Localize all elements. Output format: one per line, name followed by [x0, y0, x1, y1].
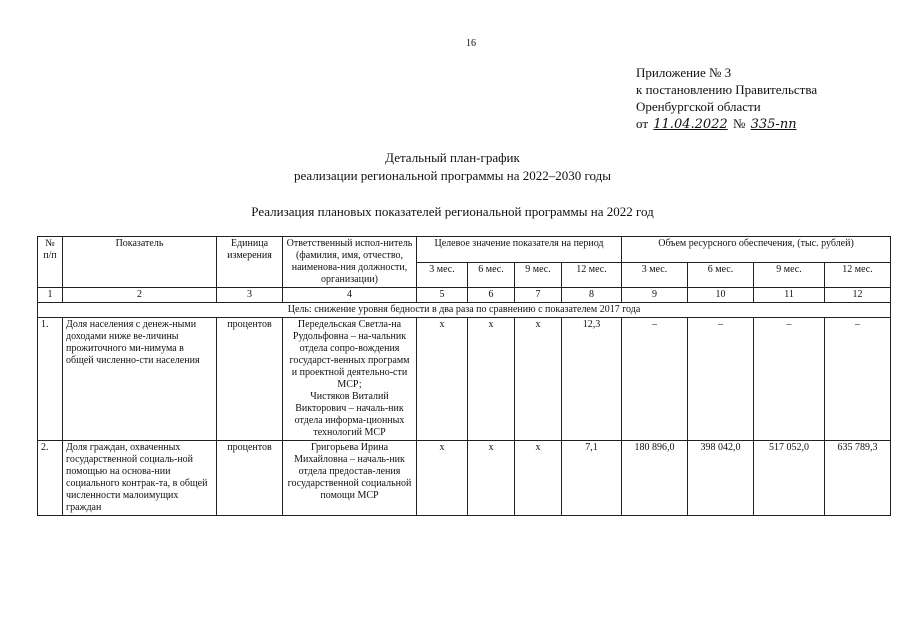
resource-9m: 517 052,0: [754, 441, 825, 516]
row-num: 2.: [38, 441, 63, 516]
col-number: 8: [562, 288, 622, 303]
target-9m: х: [515, 441, 562, 516]
col-number: 9: [622, 288, 688, 303]
appendix-block: [636, 64, 817, 133]
header-target-6m: 6 мес.: [468, 262, 515, 288]
col-number: 2: [63, 288, 217, 303]
row-unit: процентов: [217, 441, 283, 516]
header-responsible: Ответственный испол-нитель (фамилия, имя, отчество, наименова-ния должности, организации): [283, 237, 417, 288]
plan-table: [37, 236, 891, 516]
col-number: 11: [754, 288, 825, 303]
appendix-line-2: к постановлению Правительства: [636, 82, 818, 97]
header-target-9m: 9 мес.: [515, 262, 562, 288]
resource-6m: –: [688, 318, 754, 441]
resource-12m: 635 789,3: [825, 441, 891, 516]
title-line-2: реализации региональной программы на 2022–2030 годы: [294, 168, 611, 183]
number-prefix: №: [732, 116, 746, 131]
col-number: 7: [515, 288, 562, 303]
header-res-3m: 3 мес.: [622, 262, 688, 288]
header-unit: Единица измерения: [217, 237, 283, 288]
col-number: 4: [283, 288, 417, 303]
target-9m: х: [515, 318, 562, 441]
row-unit: процентов: [217, 318, 283, 441]
header-res-6m: 6 мес.: [688, 262, 754, 288]
handwritten-number: 335-пп: [750, 117, 797, 132]
column-number-row: [38, 288, 891, 303]
row-indicator: Доля граждан, охваченных государственной социаль-ной помощью на основа-нии социального контрак-та, в общей численности малоимущих граждан: [63, 441, 217, 516]
col-number: 3: [217, 288, 283, 303]
page-number: 16: [466, 38, 476, 49]
target-12m: 12,3: [562, 318, 622, 441]
resource-3m: –: [622, 318, 688, 441]
col-number: 6: [468, 288, 515, 303]
target-12m: 7,1: [562, 441, 622, 516]
responsible-person-2: Чистяков Виталий Викторович – началь-ник отдела информа-ционных технологий МСР: [294, 391, 405, 438]
resource-6m: 398 042,0: [688, 441, 754, 516]
row-indicator: Доля населения с денеж-ными доходами ниже ве-личины прожиточного ми-нимума в общей численно-сти населения: [63, 318, 217, 441]
header-target: Целевое значение показателя на период: [417, 237, 622, 263]
handwritten-date: 11.04.2022: [653, 117, 728, 132]
resource-9m: –: [754, 318, 825, 441]
target-3m: х: [417, 441, 468, 516]
header-target-3m: 3 мес.: [417, 262, 468, 288]
table-row: [38, 318, 891, 441]
responsible-person-1: Передельская Светла-на Рудольфовна – на-чальник отдела сопро-вождения государст-венных программ и проектной деятельно-сти МСР;: [289, 319, 410, 390]
col-number: 1: [38, 288, 63, 303]
goal-row: [38, 303, 891, 318]
header-num: № п/п: [38, 237, 63, 288]
table-subtitle: Реализация плановых показателей региональной программы на 2022 год: [251, 204, 654, 219]
resource-12m: –: [825, 318, 891, 441]
date-prefix: от: [636, 116, 649, 131]
target-6m: х: [468, 441, 515, 516]
header-res-9m: 9 мес.: [754, 262, 825, 288]
appendix-date-line: [636, 115, 817, 133]
target-6m: х: [468, 318, 515, 441]
resource-3m: 180 896,0: [622, 441, 688, 516]
header-target-12m: 12 мес.: [562, 262, 622, 288]
col-number: 12: [825, 288, 891, 303]
row-num: 1.: [38, 318, 63, 441]
table-row: [38, 441, 891, 516]
header-indicator: Показатель: [63, 237, 217, 288]
row-responsible: [283, 318, 417, 441]
header-row-1: [38, 237, 891, 263]
col-number: 5: [417, 288, 468, 303]
header-res-12m: 12 мес.: [825, 262, 891, 288]
appendix-line-3: Оренбургской области: [636, 99, 761, 114]
col-number: 10: [688, 288, 754, 303]
appendix-line-1: Приложение № 3: [636, 65, 732, 80]
target-3m: х: [417, 318, 468, 441]
title-line-1: Детальный план-график: [385, 150, 520, 165]
goal-text: Цель: снижение уровня бедности в два раза по сравнению с показателем 2017 года: [38, 303, 891, 318]
row-responsible: Григорьева Ирина Михайловна – началь-ник отдела предостав-ления государственной социальной помощи МСР: [283, 441, 417, 516]
header-resources: Объем ресурсного обеспечения, (тыс. рублей): [622, 237, 891, 263]
